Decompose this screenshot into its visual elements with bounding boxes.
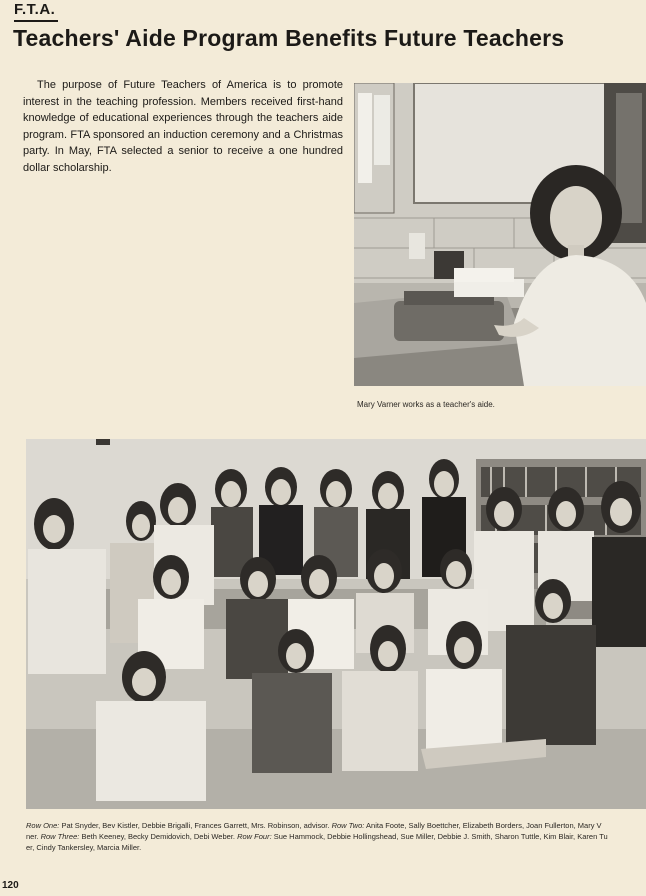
row-four-names: Sue Hammock, Debbie Hollingshead, Sue Miller, Debbie J. Smith, Sharon Tuttle, Kim Blair, Karen Tu [271, 832, 608, 841]
section-underline [14, 20, 58, 22]
row-four-names-cont: er, Cindy Tankersley, Marcia Miller. [26, 843, 142, 852]
intro-paragraph: The purpose of Future Teachers of America is to promote interest in the teaching profession. Members received first-hand knowledge of educational experiences through the teachers aide program. FTA sponsored an induction ceremony and a Christmas party. In May, FTA selected a senior to receive a one hundred dollar scholarship. [23, 79, 343, 174]
caption-line-2 [26, 831, 646, 842]
page-headline: Teachers' Aide Program Benefits Future Teachers [13, 25, 565, 51]
teachers-aide-photo [354, 83, 646, 386]
row-two-names: Anita Foote, Sally Boettcher, Elizabeth Borders, Joan Fullerton, Mary V [364, 821, 602, 830]
row-two-names-cont: ner. [26, 832, 41, 841]
group-photo [26, 439, 646, 809]
row-one-label: Row One: [26, 821, 60, 830]
row-one-names: Pat Snyder, Bev Kistler, Debbie Brigalli, Frances Garrett, Mrs. Robinson, advisor. [59, 821, 332, 830]
caption-line-3 [26, 842, 646, 853]
caption-line-1 [26, 820, 646, 831]
group-photo-caption [26, 820, 646, 853]
page-number: 120 [2, 880, 19, 891]
row-three-label: Row Three: [40, 832, 80, 841]
section-label: F.T.A. [14, 1, 56, 18]
photo-caption: Mary Varner works as a teacher's aide. [357, 400, 495, 409]
row-two-label: Row Two: [331, 821, 365, 830]
row-four-label: Row Four: [237, 832, 272, 841]
row-three-names: Beth Keeney, Becky Demidovich, Debi Weber. [79, 832, 238, 841]
